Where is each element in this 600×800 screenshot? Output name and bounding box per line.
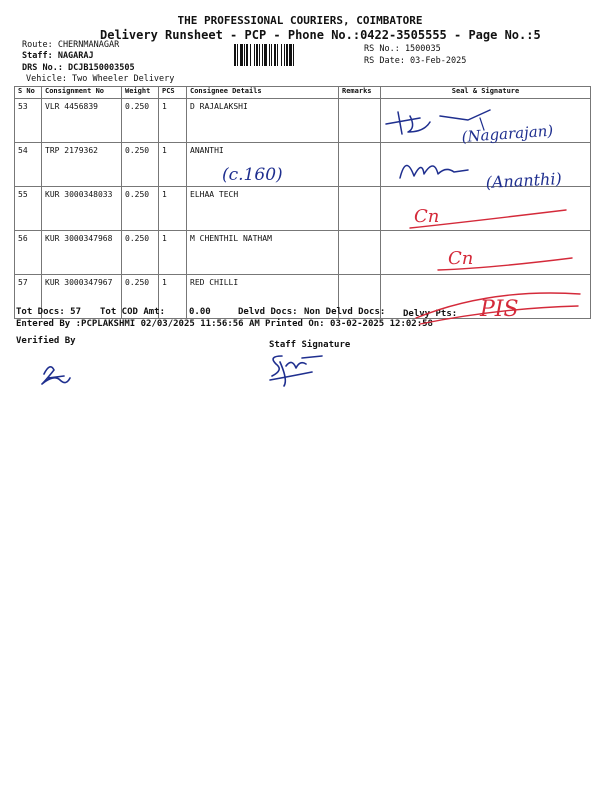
rs-date: RS Date: 03-Feb-2025 [364,56,467,66]
cell-sno: 53 [15,99,42,143]
cell-remarks [339,187,381,231]
cell-consignment: KUR 3000347967 [42,275,122,319]
cell-sno: 57 [15,275,42,319]
col-header-remarks: Remarks [339,87,381,99]
cell-pcs: 1 [159,143,187,187]
cell-pcs: 1 [159,187,187,231]
cell-weight: 0.250 [122,187,159,231]
total-docs: Tot Docs: 57 [16,307,82,317]
signature-row5 [410,278,585,328]
signature-row1 [380,102,580,152]
cell-consignment: TRP 2179362 [42,143,122,187]
table-header-row [15,87,591,99]
printed-on: Printed On: 03-02-2025 12:02:58 [265,319,433,329]
cell-remarks [339,231,381,275]
cell-weight: 0.250 [122,143,159,187]
signature-row2 [394,150,594,200]
cell-weight: 0.250 [122,275,159,319]
cell-consignee: ANANTHI [187,143,339,187]
cell-pcs: 1 [159,231,187,275]
cell-weight: 0.250 [122,99,159,143]
cell-consignment: KUR 3000347968 [42,231,122,275]
cell-sno: 54 [15,143,42,187]
rs-number: RS No.: 1500035 [364,44,441,54]
cell-pcs: 1 [159,99,187,143]
signature-row4 [432,238,582,274]
col-header-consignee: Consignee Details [187,87,339,99]
col-header-seal-signature: Seal & Signature [381,87,591,99]
cell-consignee: RED CHILLI [187,275,339,319]
signature-row3 [406,196,576,232]
cell-sno: 55 [15,187,42,231]
cell-consignment: KUR 3000348033 [42,187,122,231]
signature-row1-text: (Nagarajan) [461,121,554,146]
barcode [234,44,356,66]
verified-by-signature [34,360,74,390]
cell-remarks [339,143,381,187]
barcode-bar [294,44,296,66]
delivery-points: Delvy Pts: [403,309,458,319]
col-header-consignment: Consignment No [42,87,122,99]
note-row2 [216,152,306,192]
cell-consignee: ELHAA TECH [187,187,339,231]
drs-number: DRS No.: DCJB150003505 [22,63,135,73]
non-delivered-docs: Non Delvd Docs: [304,307,386,317]
signature-row3-text: Cn [414,206,440,227]
staff-signature-label: Staff Signature [269,340,351,350]
staff-signature-drawing [262,350,332,390]
total-cod-label: Tot COD Amt: [100,307,166,317]
note-row2-text: (c.160) [222,165,283,185]
verified-by-label: Verified By [16,336,76,346]
cell-consignee: M CHENTHIL NATHAM [187,231,339,275]
cell-remarks [339,99,381,143]
company-title: THE PROFESSIONAL COURIERS, COIMBATORE [177,14,423,27]
col-header-pcs: PCS [159,87,187,99]
signature-row2-text: (Ananthi) [485,169,563,192]
vehicle-label: Vehicle: Two Wheeler Delivery [26,74,175,84]
delivered-docs: Delvd Docs: [238,307,298,317]
signature-row5-text: PIS [480,297,519,322]
total-cod-value: 0.00 [189,307,211,317]
cell-weight: 0.250 [122,231,159,275]
cell-pcs: 1 [159,275,187,319]
entered-by: Entered By :PCPLAKSHMI 02/03/2025 11:56:56 AM [16,319,260,329]
staff-label: Staff: NAGARAJ [22,51,94,61]
cell-consignment: VLR 4456839 [42,99,122,143]
signature-row4-text: Cn [448,248,474,269]
runsheet-subtitle: Delivery Runsheet - PCP - Phone No.:0422-3505555 - Page No.:5 [100,28,541,42]
route-label: Route: CHERNMANAGAR [22,40,120,50]
col-header-sno: S No [15,87,42,99]
cell-consignee: D RAJALAKSHI [187,99,339,143]
cell-sno: 56 [15,231,42,275]
col-header-weight: Weight [122,87,159,99]
